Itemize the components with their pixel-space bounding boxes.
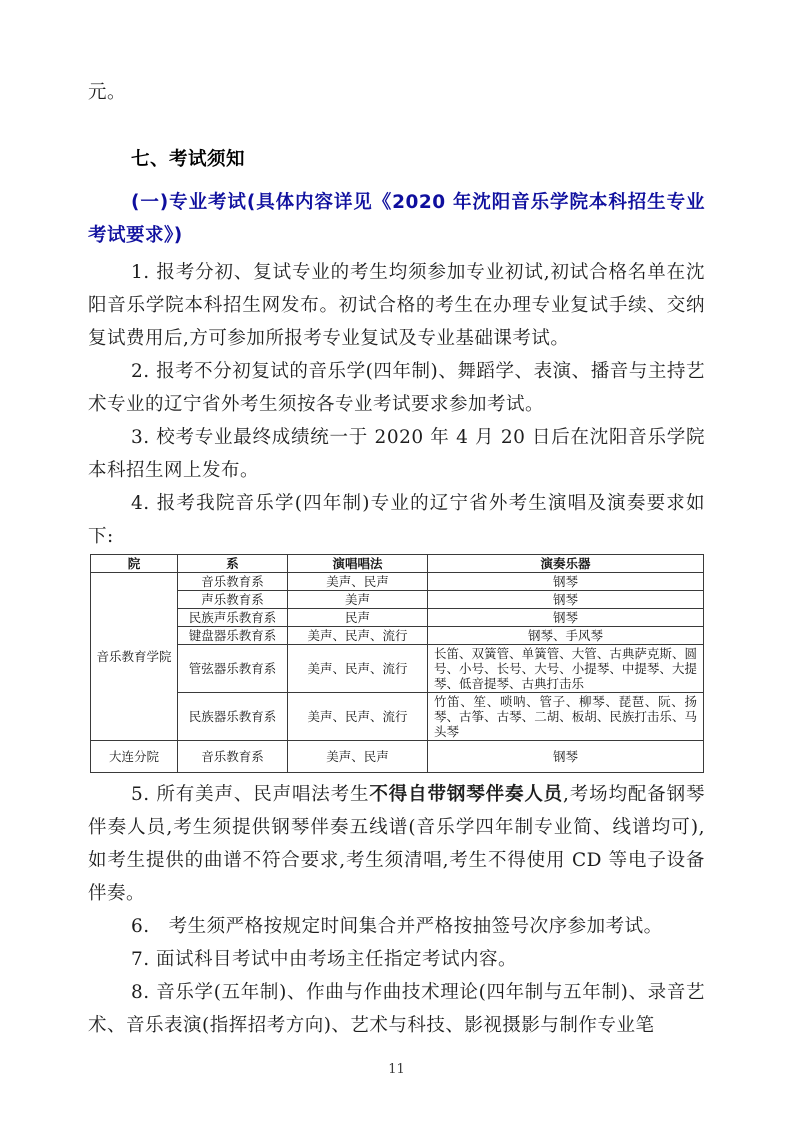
instruments-cell: 钢琴、手风琴: [428, 627, 704, 645]
page-number: 11: [388, 1062, 405, 1077]
table-row: [91, 645, 704, 693]
instruments-cell: 长笛、双簧管、单簧管、大管、古典萨克斯、圆号、小号、长号、大号、小提琴、中提琴、大提琴、低音提琴、古典打击乐: [428, 645, 704, 693]
dept-cell: 民族器乐教育系: [178, 693, 288, 741]
college-cell: 大连分院: [91, 741, 178, 773]
header-cell-vocal: 演唱唱法: [288, 555, 428, 573]
vocal-cell: 美声、民声: [288, 573, 428, 591]
page-content: [88, 0, 705, 1042]
vocal-cell: 美声: [288, 591, 428, 609]
table-row: [91, 627, 704, 645]
section-title: 七、考试须知: [131, 149, 246, 170]
instruments-cell: 钢琴: [428, 591, 704, 609]
lead-text: 元。: [88, 82, 127, 103]
paragraph-8: 8. 音乐学(五年制)、作曲与作曲技术理论(四年制与五年制)、录音艺术、音乐表演(指挥招考方向)、艺术与科技、影视摄影与制作专业笔: [88, 982, 705, 1036]
table-row: [91, 741, 704, 773]
dept-cell: 民族声乐教育系: [178, 609, 288, 627]
section-subtitle: (一)专业考试(具体内容详见《2020 年沈阳音乐学院本科招生专业考试要求》): [88, 192, 705, 246]
table-row: [91, 591, 704, 609]
table-header-row: [91, 555, 704, 573]
instruments-cell: 钢琴: [428, 609, 704, 627]
paragraph-7: 7. 面试科目考试中由考场主任指定考试内容。: [131, 949, 518, 970]
paragraph-6: 6. 考生须严格按规定时间集合并严格按抽签号次序参加考试。: [131, 916, 663, 937]
requirements-table: [90, 554, 704, 773]
vocal-cell: 美声、民声、流行: [288, 627, 428, 645]
vocal-cell: 美声、民声、流行: [288, 693, 428, 741]
paragraph-5: [88, 778, 705, 910]
table-row: [91, 609, 704, 627]
college-cell: 音乐教育学院: [91, 573, 178, 741]
paragraph-5-suffix: ,考场均配备钢琴伴奏人员,考生须提供钢琴伴奏五线谱(音乐学四年制专业简、线谱均可),如考生提供的曲谱不符合要求,考生须清唱,考生不得使用 CD 等电子设备伴奏。: [88, 784, 705, 904]
vocal-cell: 美声、民声: [288, 741, 428, 773]
dept-cell: 音乐教育系: [178, 573, 288, 591]
vocal-cell: 民声: [288, 609, 428, 627]
paragraph-5-bold-phrase: 不得自带钢琴伴奏人员: [369, 784, 564, 805]
instruments-cell: 竹笛、笙、唢呐、管子、柳琴、琵琶、阮、扬琴、古筝、古琴、二胡、板胡、民族打击乐、马头琴: [428, 693, 704, 741]
paragraph-5-prefix: 5. 所有美声、民声唱法考生: [131, 784, 370, 805]
paragraph-4: 4. 报考我院音乐学(四年制)专业的辽宁省外考生演唱及演奏要求如下:: [88, 493, 705, 547]
instruments-cell: 钢琴: [428, 573, 704, 591]
header-cell-dept: 系: [178, 555, 288, 573]
header-cell-instruments: 演奏乐器: [428, 555, 704, 573]
dept-cell: 键盘器乐教育系: [178, 627, 288, 645]
header-cell-college: 院: [91, 555, 178, 573]
paragraph-3: 3. 校考专业最终成绩统一于 2020 年 4 月 20 日后在沈阳音乐学院本科招生网上发布。: [88, 427, 705, 481]
table-row: [91, 693, 704, 741]
vocal-cell: 美声、民声、流行: [288, 645, 428, 693]
paragraph-2: 2. 报考不分初复试的音乐学(四年制)、舞蹈学、表演、播音与主持艺术专业的辽宁省外考生须按各专业考试要求参加考试。: [88, 361, 705, 415]
dept-cell: 管弦器乐教育系: [178, 645, 288, 693]
dept-cell: 音乐教育系: [178, 741, 288, 773]
instruments-cell: 钢琴: [428, 741, 704, 773]
table-row: [91, 573, 704, 591]
paragraph-1: 1. 报考分初、复试专业的考生均须参加专业初试,初试合格名单在沈阳音乐学院本科招生网发布。初试合格的考生在办理专业复试手续、交纳复试费用后,方可参加所报考专业复试及专业基础课考试。: [88, 262, 705, 349]
dept-cell: 声乐教育系: [178, 591, 288, 609]
